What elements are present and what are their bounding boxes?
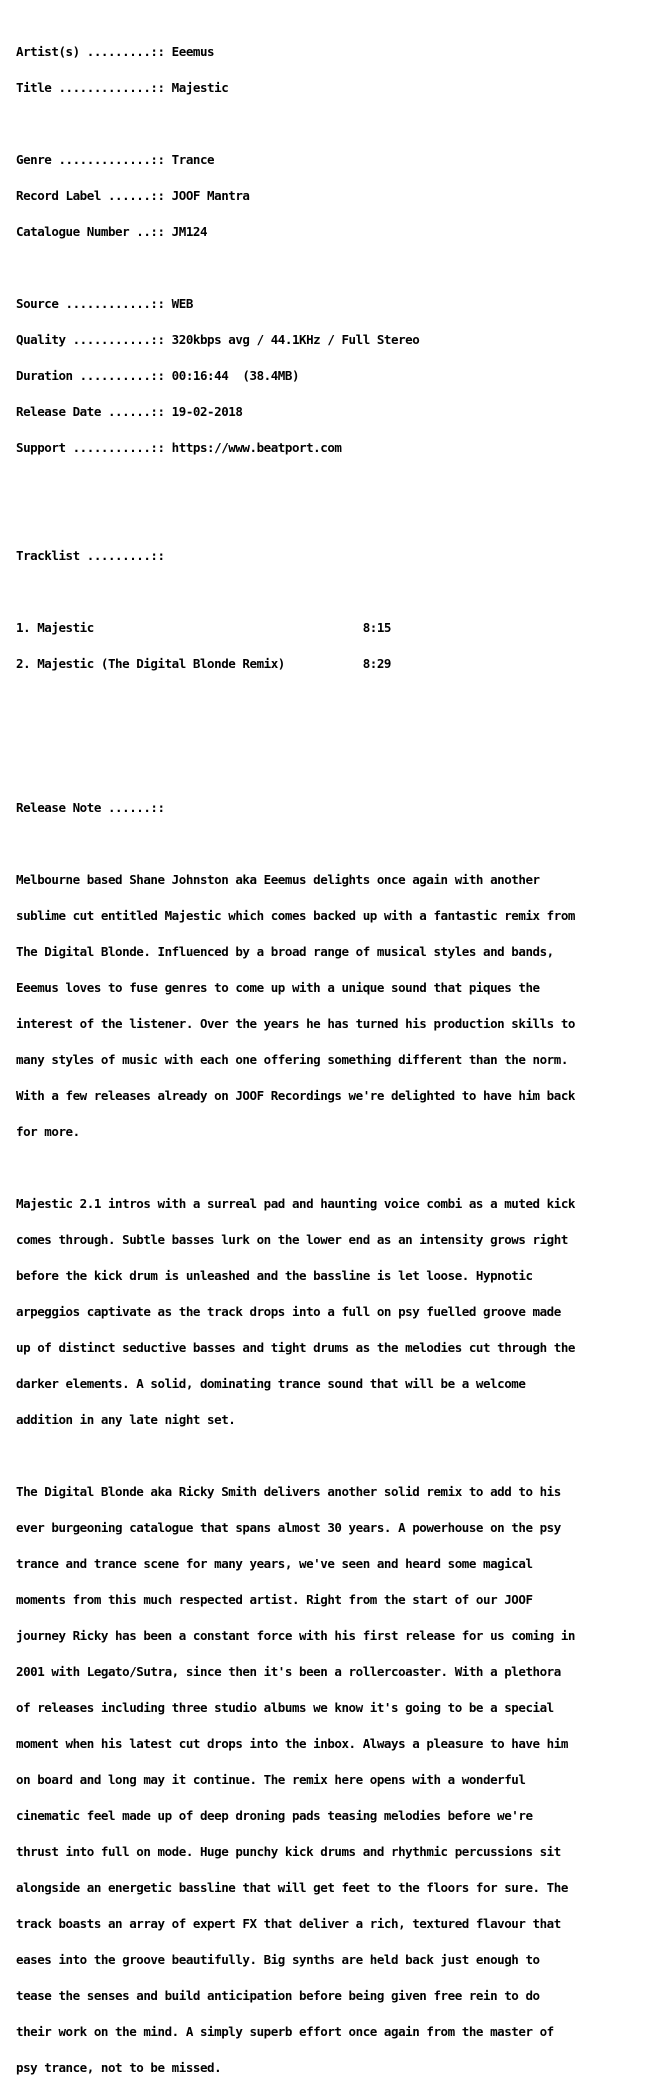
release-note-text: their work on the mind. A simply superb effort once again from the master of [16,2024,554,2039]
release-note-text: moments from this much respected artist. Right from the start of our JOOF [16,1592,533,1607]
release-note-text: sublime cut entitled Majestic which comes backed up with a fantastic remix from [16,908,575,923]
release-note-text: moment when his latest cut drops into the inbox. Always a pleasure to have him [16,1736,568,1751]
release-note-text: cinematic feel made up of deep droning pads teasing melodies before we're [16,1808,533,1823]
release-note-text: addition in any late night set. [16,1412,236,1427]
blank-line [16,838,652,850]
release-note-text: thrust into full on mode. Huge punchy kick drums and rhythmic percussions sit [16,1844,561,1859]
support-line: Support ...........:: https://www.beatport.com [16,440,342,455]
nfo-document [16,22,652,2086]
blank-line [16,118,652,130]
release-note-text: of releases including three studio albums we know it's going to be a special [16,1700,554,1715]
release-note-text: Melbourne based Shane Johnston aka Eeemus delights once again with another [16,872,540,887]
release-note-text: 2001 with Legato/Sutra, since then it's been a rollercoaster. With a plethora [16,1664,561,1679]
release-note-text: many styles of music with each one offering something different than the norm. [16,1052,568,1067]
release-note-text: With a few releases already on JOOF Recordings we're delighted to have him back [16,1088,575,1103]
duration-line: Duration ..........:: 00:16:44 (38.4MB) [16,368,300,383]
release-note-heading: Release Note ......:: [16,800,165,815]
release-note-text: eases into the groove beautifully. Big synths are held back just enough to [16,1952,540,1967]
release-note-text: The Digital Blonde aka Ricky Smith delivers another solid remix to add to his [16,1484,561,1499]
release-note-text: for more. [16,1124,80,1139]
release-note-text: psy trance, not to be missed. [16,2060,222,2075]
release-note-text: interest of the listener. Over the years he has turned his production skills to [16,1016,575,1031]
release-note-text: track boasts an array of expert FX that deliver a rich, textured flavour that [16,1916,561,1931]
release-note-text: ever burgeoning catalogue that spans almost 30 years. A powerhouse on the psy [16,1520,561,1535]
release-note-text: Majestic 2.1 intros with a surreal pad and haunting voice combi as a muted kick [16,1196,575,1211]
source-line: Source ............:: WEB [16,296,193,311]
blank-line [16,1162,652,1174]
blank-line [16,514,652,526]
release-note-text: arpeggios captivate as the track drops into a full on psy fuelled groove made [16,1304,561,1319]
track-2: 2. Majestic (The Digital Blonde Remix) 8:29 [16,656,392,671]
release-date-line: Release Date ......:: 19-02-2018 [16,404,243,419]
quality-line: Quality ...........:: 320kbps avg / 44.1KHz / Full Stereo [16,332,420,347]
release-note-text: trance and trance scene for many years, we've seen and heard some magical [16,1556,533,1571]
release-note-text: The Digital Blonde. Influenced by a broad range of musical styles and bands, [16,944,554,959]
genre-line: Genre .............:: Trance [16,152,215,167]
release-note-text: journey Ricky has been a constant force with his first release for us coming in [16,1628,575,1643]
tracklist-heading: Tracklist .........:: [16,548,165,563]
release-note-text: before the kick drum is unleashed and the bassline is let loose. Hypnotic [16,1268,533,1283]
release-note-text: on board and long may it continue. The remix here opens with a wonderful [16,1772,526,1787]
blank-line [16,766,652,778]
blank-line [16,730,652,742]
release-note-text: up of distinct seductive basses and tight drums as the melodies cut through the [16,1340,575,1355]
blank-line [16,1450,652,1462]
release-note-text: darker elements. A solid, dominating trance sound that will be a welcome [16,1376,526,1391]
release-note-text: Eeemus loves to fuse genres to come up with a unique sound that piques the [16,980,540,995]
artist-line: Artist(s) .........:: Eeemus [16,44,215,59]
blank-line [16,478,652,490]
title-line: Title .............:: Majestic [16,80,229,95]
release-note-text: comes through. Subtle basses lurk on the lower end as an intensity grows right [16,1232,568,1247]
blank-line [16,586,652,598]
blank-line [16,694,652,706]
record-label-line: Record Label ......:: JOOF Mantra [16,188,250,203]
release-note-text: tease the senses and build anticipation before being given free rein to do [16,1988,540,2003]
track-1: 1. Majestic 8:15 [16,620,392,635]
blank-line [16,262,652,274]
catalogue-number-line: Catalogue Number ..:: JM124 [16,224,208,239]
release-note-text: alongside an energetic bassline that will get feet to the floors for sure. The [16,1880,568,1895]
